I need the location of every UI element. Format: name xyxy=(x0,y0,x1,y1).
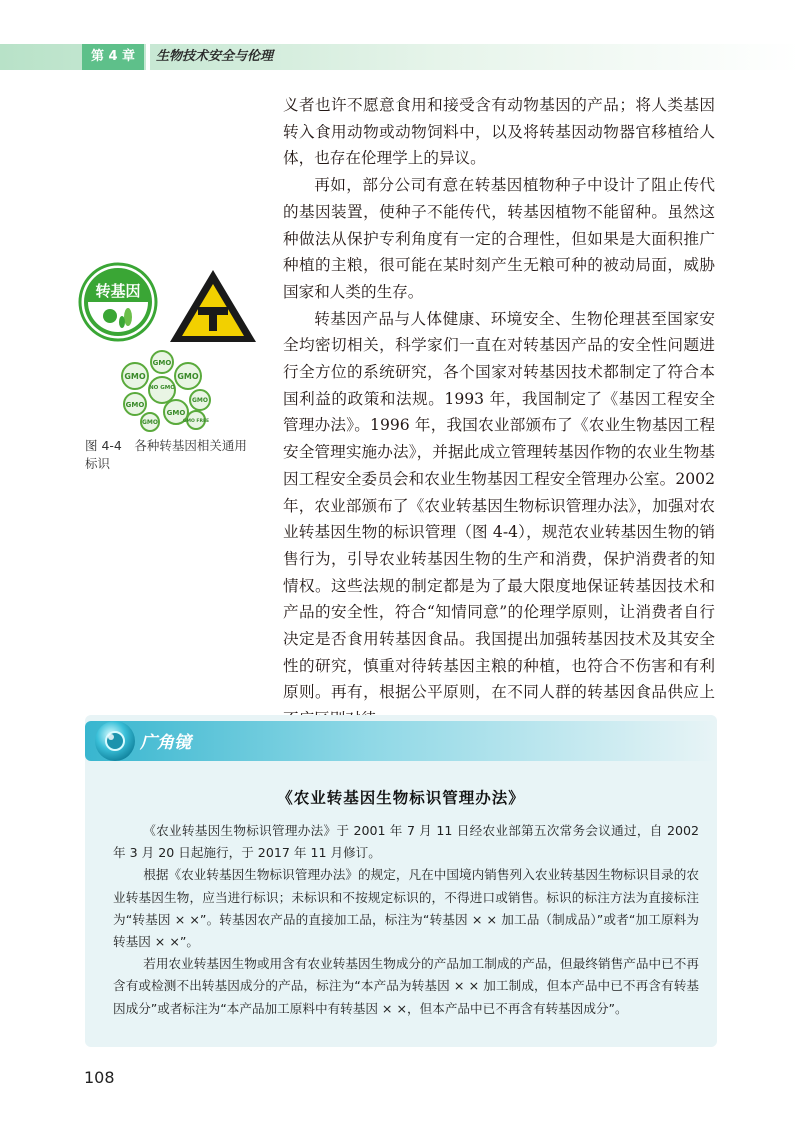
gmo-badge-text: GMO xyxy=(125,401,145,409)
paragraph: 再如，部分公司有意在转基因植物种子中设计了阻止传代的基因装置，使种子不能传代，转基因植物不能留种。虽然这种做法从保护专利角度有一定的合理性，但如果是大面积推广种植的主粮，很可能在某时刻产生无粮可种的被动局面，威胁国家和人类的生存。 xyxy=(283,176,715,301)
gmo-circle-logo xyxy=(80,264,156,340)
gmo-badge-text: GMO xyxy=(192,397,208,404)
box-heading: 广角镜 xyxy=(140,733,191,753)
paragraph: 转基因产品与人体健康、环境安全、生物伦理甚至国家安全均密切相关，科学家们一直在对转基因产品的安全性问题进行全方位的系统研究，各个国家对转基因技术都制定了符合本国利益的政策和法规。1993 年，我国制定了《基因工程安全管理办法》。1996 年，我国农业部颁布了《农业生物基因工程安全管理实施办法》，并据此成立管理转基因作物的农业生物基因工程安全委员会和农业生物基因工程安全管理办公室。2002 年，农业部颁布了《农业转基因生物标识管理办法》，加强对农业转基因生物的标识管理（图 4-4），规范农业转基因生物的销售行为，引导农业转基因生物的生产和消费，保护消费者的知情权。这些法规的制定都是为了最大限度地保证转基因技术和产品的安全性，符合“知情同意”的伦理学原则，让消费者自行决定是否食用转基因食品。我国提出加强转基因技术及其安全性的研究，慎重对待转基因主粮的种植，也符合不伤害和有利原则。再有，根据公平原则，在不同人群的转基因食品供应上 xyxy=(283,309,715,702)
box-paragraph: 《农业转基因生物标识管理办法》于 2001 年 7 月 11 日经农业部第五次常务会议通过，自 2002 年 3 月 20 日起施行，于 2017 年 11 月修订。 xyxy=(113,823,699,861)
gmo-badge-text: GMO xyxy=(124,372,146,381)
box-paragraph: 若用农业转基因生物或用含有农业转基因生物成分的产品加工制成的产品，但最终销售产品中已不再含有或检测不出转基因成分的产品，标注为“本产品为转基因 × × 加工制成，但本产品中已不再含有转基因成分”或者标注为“本产品加工原料中有转基因 × ×，但本产品中已不再含有转基因成分”。 xyxy=(113,956,699,1016)
gmo-badge-text: GMO xyxy=(177,372,199,381)
page-number: 108 xyxy=(84,1068,115,1087)
gmo-warning-triangle xyxy=(170,270,256,342)
main-text xyxy=(283,92,715,733)
gmo-logo-text: 转基因 xyxy=(95,282,141,300)
no-gmo-badge-text: NO GMO xyxy=(149,385,175,391)
figure-4-4 xyxy=(78,262,256,442)
gmo-badge-text: GMO xyxy=(152,359,172,367)
box-title: 《农业转基因生物标识管理办法》 xyxy=(277,789,525,807)
page-header xyxy=(0,0,800,74)
paragraph: 义者也许不愿意食用和接受含有动物基因的产品；将人类基因转入食用动物或动物饲料中，以及将转基因动物器官移植给人体，也存在伦理学上的异议。 xyxy=(283,96,715,168)
gmo-badges-cluster xyxy=(122,351,210,431)
box-paragraph: 根据《农业转基因生物标识管理办法》的规定，凡在中国境内销售列入农业转基因生物标识目录的农业转基因生物，应当进行标识；未标识和不按规定标识的，不得进口或销售。标识的标注方法为直接标注为“转基因 × ×”。转基因农产品的直接加工品，标注为“转基因 × × 加工品（制成品）”或者“加工原料为转基因 × ×”。 xyxy=(113,867,699,950)
box-body xyxy=(113,820,699,1020)
chapter-title: 生物技术安全与伦理 xyxy=(156,49,274,64)
gmo-labels-illustration xyxy=(78,262,256,442)
lens-icon xyxy=(95,721,135,761)
gmo-free-badge-text: GMO FREE xyxy=(182,419,210,424)
sign-letter: T xyxy=(212,326,214,327)
chapter-label: 第 4 章 xyxy=(82,44,144,70)
gmo-badge-text: GMO xyxy=(166,409,186,417)
gmo-badge-text: GMO xyxy=(142,419,158,426)
figure-caption: 图 4-4 各种转基因相关通用标识 xyxy=(85,438,247,471)
